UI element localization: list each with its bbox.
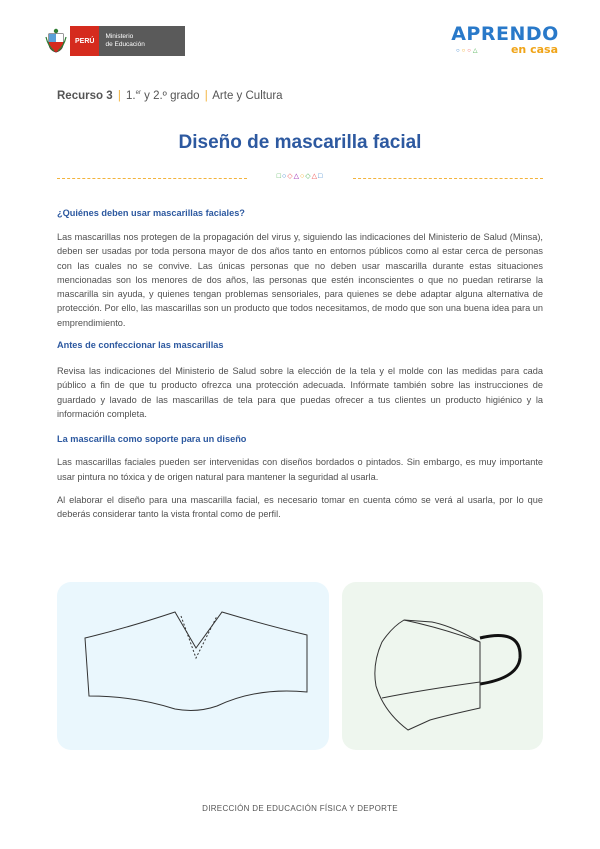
brand-bottom: en casa (510, 43, 558, 56)
government-logo (44, 26, 185, 56)
section-heading: La mascarilla como soporte para un diseño (57, 434, 247, 445)
subject-label: Arte y Cultura (212, 90, 283, 102)
section-paragraph: Las mascarillas nos protegen de la propagación del virus y, siguiendo las indicaciones del Ministerio de Salud (Minsa), deben ser usadas por toda persona mayor de dos años tanto en entornos públicos como al estar cerca de personas con las cuales no se convive. Las únicas personas que no deben usar mascarilla durante estas situaciones mencionadas son los menores de dos años, las personas que estén inconscientes o que no puedan retirarse la mascarilla sin ayuda, y quienes tengan problemas sensoriales, para quienes se debe adaptar alguna alternativa de protección. Por ello, las mascarillas son un producto que todos necesitamos, de modo que son una buena idea para un emprendimiento. (57, 232, 543, 328)
brand-top: APRENDO (451, 23, 559, 45)
dashed-line-right (353, 178, 543, 179)
ministry-line-2: de Educación (105, 41, 145, 48)
page-footer: DIRECCIÓN DE EDUCACIÓN FÍSICA Y DEPORTE (202, 804, 398, 813)
resource-line (57, 90, 283, 102)
title-divider (57, 173, 543, 185)
page-title: Diseño de mascarilla facial (178, 132, 422, 153)
coat-of-arms-icon (44, 26, 68, 56)
ministry-label (99, 26, 185, 56)
ministry-line-1: Ministerio (105, 33, 134, 41)
separator: | (117, 90, 121, 102)
separator: | (204, 90, 208, 102)
aprendo-en-casa-logo (450, 24, 560, 60)
dashed-line-left (57, 178, 247, 179)
section-who-should-wear (57, 208, 543, 330)
shape-ornament-icon: □○◇△○◇△□ (276, 173, 324, 180)
grade-label: 1.$^{er}$ y 2.º grado (126, 90, 200, 102)
section-paragraph: Al elaborar el diseño para una mascarilla facial, es necesario tomar en cuenta cómo se verá al usarla, por lo que deberás considerar tanto la vista frontal como de perfil. (57, 494, 543, 520)
section-paragraph: Las mascarillas faciales pueden ser intervenidas con diseños bordados o pintados. Sin embargo, es muy importante usar pintura no tóxica y de origen natural para mantener la seguridad al usarla. (57, 457, 543, 482)
main-content (57, 208, 543, 530)
mask-side-view-icon (342, 582, 543, 750)
mask-side-view-panel (342, 582, 543, 750)
mask-front-view-panel (57, 582, 329, 750)
section-heading: ¿Quiénes deben usar mascarillas faciales? (57, 208, 245, 218)
section-heading: Antes de confeccionar las mascarillas (57, 340, 224, 351)
section-paragraph: Revisa las indicaciones del Ministerio de Salud sobre la elección de la tela y el molde con las medidas para cada público a fin de que tu producto ofrezca una protección adecuada. Infórmate también sobre las instrucciones de guardado y lavado de las mascarillas de tela para que puedas ofrecer a tus clientes un producto higiénico y la información completa. (57, 366, 543, 419)
page-header (44, 24, 560, 60)
brand-shapes-icon: ○○○△ (456, 48, 480, 54)
mask-front-view-icon (57, 582, 329, 750)
country-label: PERÚ (70, 26, 99, 56)
resource-label: Recurso 3 (57, 90, 113, 102)
section-before-making (57, 340, 543, 421)
section-mask-as-design-support (57, 434, 543, 521)
